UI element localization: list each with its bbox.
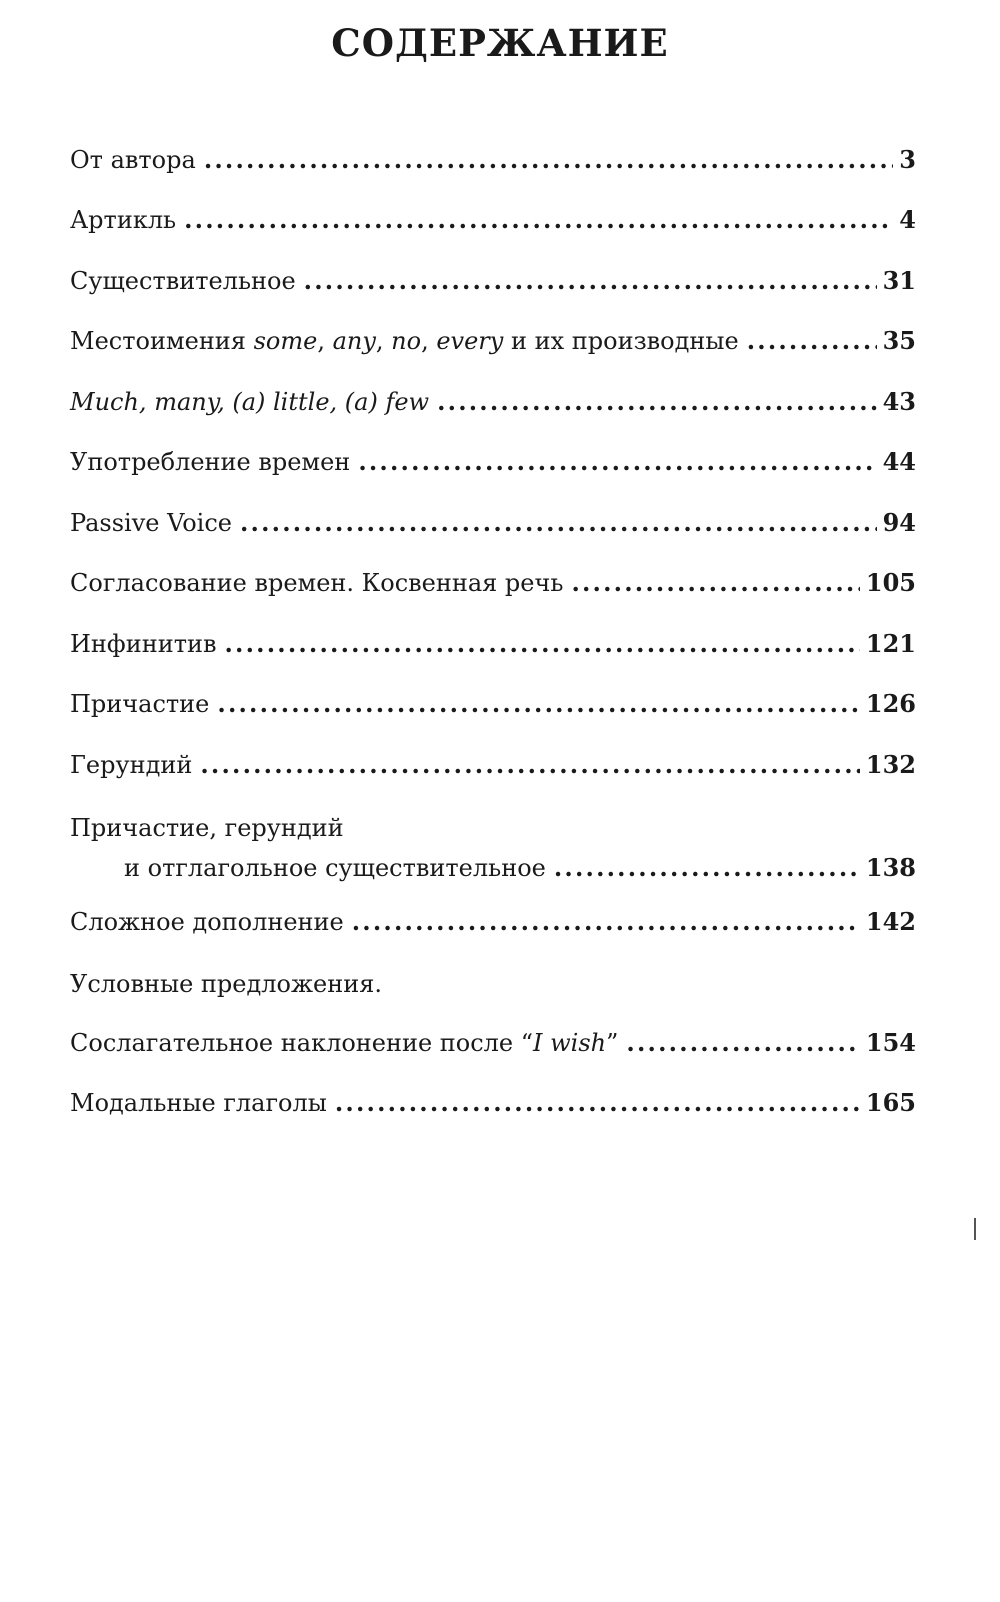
dot-leader [352,900,860,944]
toc-entry-label [70,319,739,363]
toc-entry-label: Употребление времен [70,448,351,476]
toc-entry-page: 44 [882,447,916,476]
toc-entry-label: Инфинитив [70,630,217,658]
dot-leader [217,682,860,726]
label-italic-text: no [391,327,422,355]
toc-entry-page: 154 [865,1028,916,1057]
toc-entry[interactable] [70,198,916,242]
toc-entry-page: 121 [865,629,916,658]
toc-entry[interactable] [70,682,916,726]
toc-entry-page: 132 [865,750,916,779]
toc-entry-page: 35 [882,326,916,355]
toc-entry[interactable] [70,138,916,182]
dot-leader [571,561,859,605]
toc-entry-page: 142 [865,907,916,936]
toc-entry[interactable] [70,319,916,363]
dot-leader [747,319,877,363]
toc-entry-label: Сложное дополнение [70,908,344,936]
label-italic-text: I wish [533,1029,607,1057]
dot-leader [335,1081,860,1125]
label-text: и их производные [503,327,739,355]
label-text: Местоимения [70,327,254,355]
toc-entry[interactable] [70,561,916,605]
toc-entry-page: 31 [882,266,916,295]
toc-entry[interactable] [70,743,916,787]
dot-leader [554,846,860,890]
dot-leader [204,138,893,182]
dot-leader [184,198,893,242]
label-italic-text: some [253,327,318,355]
toc-entry[interactable] [70,259,916,303]
toc-entry-label [70,380,429,424]
dot-leader [437,380,877,424]
toc-entry-page: 165 [865,1088,916,1117]
label-text: , [421,327,437,355]
toc-entry-page: 94 [882,508,916,537]
toc-entry-label: Модальные глаголы [70,1089,327,1117]
dot-leader [200,743,860,787]
toc-entry-page: 126 [865,689,916,718]
toc-entry[interactable] [70,440,916,484]
toc-entry-page: 3 [899,145,916,174]
label-text: , [317,327,333,355]
toc-entry-label-line2: и отглагольное существительное [124,854,546,882]
toc-entry[interactable] [70,622,916,666]
label-italic-text: every [436,327,504,355]
toc-entry[interactable] [70,963,916,1067]
label-italic-text: Much, many, (a) little, (a) few [70,388,430,416]
toc-entry-label: Согласование времен. Косвенная речь [70,569,564,597]
label-italic-text: any [332,327,376,355]
toc-entry-label-line1: Причастие, герундий [70,814,344,842]
dot-leader [240,501,877,545]
toc-entry[interactable] [70,1081,916,1125]
toc-entry-label: Существительное [70,267,296,295]
scan-edge-mark [974,1218,976,1240]
page-title: СОДЕРЖАНИЕ [331,21,669,65]
toc-entry-page: 4 [899,205,916,234]
dot-leader [358,440,876,484]
dot-leader [304,259,877,303]
toc-entry-page: 105 [865,568,916,597]
toc-entry[interactable] [70,810,916,890]
toc-entry-page: 138 [865,853,916,882]
toc-entry-label: Герундий [70,751,193,779]
toc-entry-page: 43 [882,387,916,416]
toc-entry-label: Passive Voice [70,509,232,537]
toc-entry[interactable] [70,900,916,944]
toc-entry-label: Артикль [70,206,177,234]
dot-leader [224,622,859,666]
label-text: Сослагательное наклонение после “ [70,1029,534,1057]
toc-entry[interactable] [70,380,916,424]
label-text: , [375,327,392,355]
label-text: ” [606,1029,619,1057]
toc-entry-label-line2 [70,1021,618,1065]
dot-leader [626,1021,859,1065]
toc-entry-label-line1: Условные предложения. [70,970,382,998]
toc-entry[interactable] [70,501,916,545]
toc-entry-label: От автора [70,146,196,174]
toc-entry-label: Причастие [70,690,210,718]
